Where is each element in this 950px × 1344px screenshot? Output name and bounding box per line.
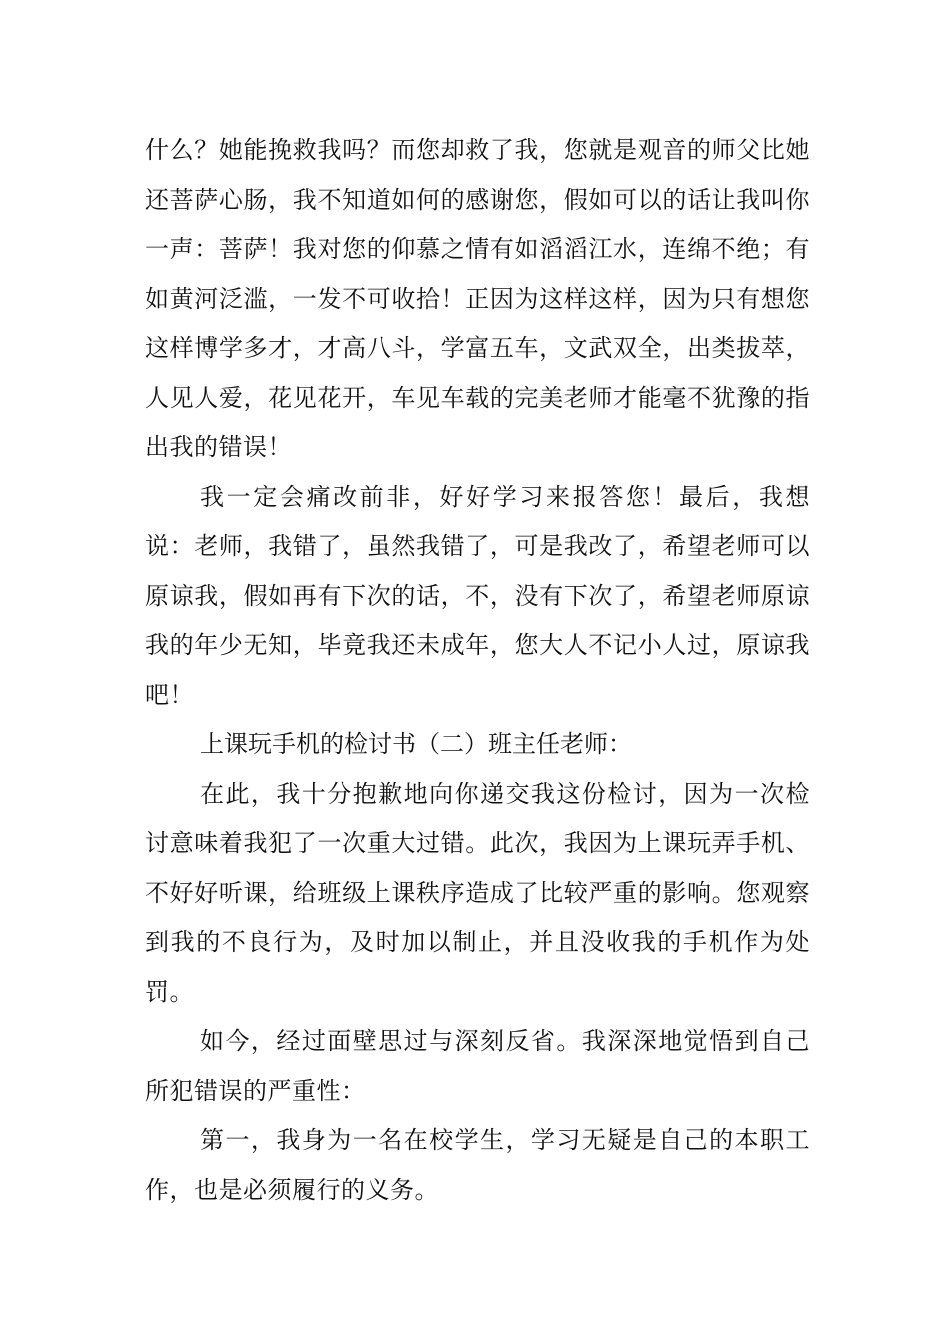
paragraph-promise-to-improve: 我一定会痛改前非，好好学习来报答您！最后，我想说：老师，我错了，虽然我错了，可是我改了，希望老师可以原谅我，假如再有下次的话，不，没有下次了，希望老师原谅我的年少无知，毕竟我还未成年，您大人不记小人过，原谅我吧！ (145, 482, 810, 709)
paragraph-second-letter-heading: 上课玩手机的检讨书（二）班主任老师： (200, 730, 632, 758)
paragraph-apology: 在此，我十分抱歉地向你递交我这份检讨，因为一次检讨意味着我犯了一次重大过错。此次，我因为上课玩弄手机、不好好听课，给班级上课秩序造成了比较严重的影响。您观察到我的不良行为，及时加以制止，并且没收我的手机作为处罚。 (145, 779, 810, 1006)
paragraph-reflection: 如今，经过面壁思过与深刻反省。我深深地觉悟到自己所犯错误的严重性： (145, 1027, 810, 1105)
paragraph-first-point: 第一，我身为一名在校学生，学习无疑是自己的本职工作，也是必须履行的义务。 (145, 1126, 810, 1204)
document-body (145, 126, 810, 1215)
paragraph-continued-praise: 什么？她能挽救我吗？而您却救了我，您就是观音的师父比她还菩萨心肠，我不知道如何的感谢您，假如可以的话让我叫你一声：菩萨！我对您的仰慕之情有如滔滔江水，连绵不绝；有如黄河泛滥，一发不可收拾！正因为这样这样，因为只有想您这样博学多才，才高八斗，学富五车，文武双全，出类拔萃，人见人爱，花见花开，车见车载的完美老师才能毫不犹豫的指出我的错误！ (145, 136, 810, 461)
